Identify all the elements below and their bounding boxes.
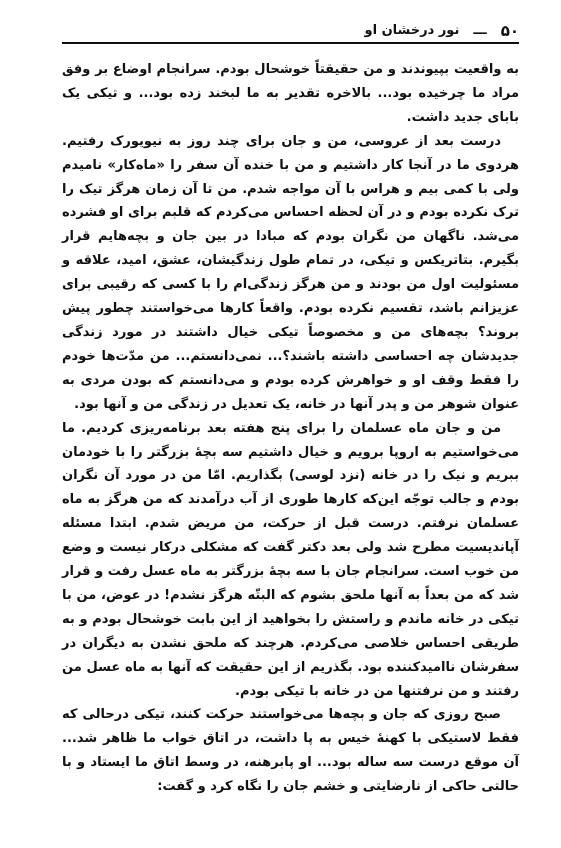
page-number: ۵۰ (500, 22, 519, 40)
page-header (62, 0, 519, 40)
header-separator: ـــ (473, 23, 487, 38)
paragraph-3: من و جان ماه عسلمان را برای پنج هفته بعد برنامه‌ریزی کردیم. ما می‌خواستیم به اروپا برویم و خیال داشتیم سه بچهٔ بزرگتر را با خودمان ببریم و نیک را در خانه (نزد لوسی) بگذاریم. امّا من در مورد آن نگران بودم و جالب توجّه این‌که کارها طوری از آب درآمدند که من هرگز به ماه عسلمان نرفتم. درست قبل از حرکت، من مریض شدم. ابتدا مسئله آپاندیسیت مطرح شد ولی بعد دکتر گفت که مشکلی درکار نیست و وضع من خوب است. سرانجام جان با سه بچهٔ بزرگتر به ماه عسل رفت و قرار شد که من بعداً به آنها ملحق بشوم که البتّه هرگز نشدم! در عوض، من با تیکی در خانه ماندم و راستش را بخواهید از این بابت خوشحال بودم و به طریقی احساس خلاصی می‌کردم. هرچند که ملحق نشدن به دیگران در سفرشان ناامیدکننده بود. بگذریم از این حقیقت که آنها به ماه عسل من رفتند و من نرفتنها من در خانه با تیکی بودم. (62, 420, 519, 699)
body-text (62, 58, 519, 799)
paragraph-4: صبح روزی که جان و بچه‌ها می‌خواستند حرکت کنند، تیکی درحالی که فقط لاستیکی با کهنهٔ خیس به پا داشت، در اتاق خواب ما ظاهر شد... آن موقع درست سه ساله بود... او پابرهنه، در وسط اتاق ما ایستاد و با حالتی حاکی از نارضایتی و خشم جان را نگاه کرد و گفت: (62, 707, 519, 795)
paragraph-2: درست بعد از عروسی، من و جان برای چند روز به نیویورک رفتیم. هردوی ما در آنجا کار داشتیم و من با خنده آن سفر را «ماه‌کار» نامیدم ولی با کمی بیم و هراس با آن مواجه شدم. من تا آن زمان هرگز تیک را ترک نکرده بودم و در آن لحظه احساس می‌کردم که قلبم برای او فشرده می‌شد. ناگهان من نگران بودم که مبادا در بین جان و بچه‌هایم قرار بگیرم. بتاتریکس و تیکی، در تمام طول زندگیشان، عشق، امید، علاقه و مسئولیت اول من بودند و من هرگز زندگی‌ام را با کسی که رقیبی برای عزیزانم باشد، تقسیم نکرده بودم. واقعاً کارها می‌خواستند چطور پیش بروند؟ بچه‌های من و مخصوصاً تیکی خیال داشتند در مورد زندگی جدیدشان چه احساسی داشته باشند؟... نمی‌دانستم... من مدّت‌ها خودم را فقط وقف او و خواهرش کرده بودم و می‌دانستم که بودن مردی به عنوان شوهر من و پدر آنها در خانه، یک تعدیل در زندگی من و آنها بود. (62, 133, 519, 412)
running-title: نور درخشان او (364, 23, 460, 38)
header-rule (62, 42, 519, 44)
paragraph-1: به واقعیت بپیوندند و من حقیقتاً خوشحال بودم. سرانجام اوضاع بر وفق مراد ما چرخیده بود... بالاخره تقدیر به ما لبخند زده بود... و تیکی یک بابای جدید داشت. (62, 62, 519, 125)
